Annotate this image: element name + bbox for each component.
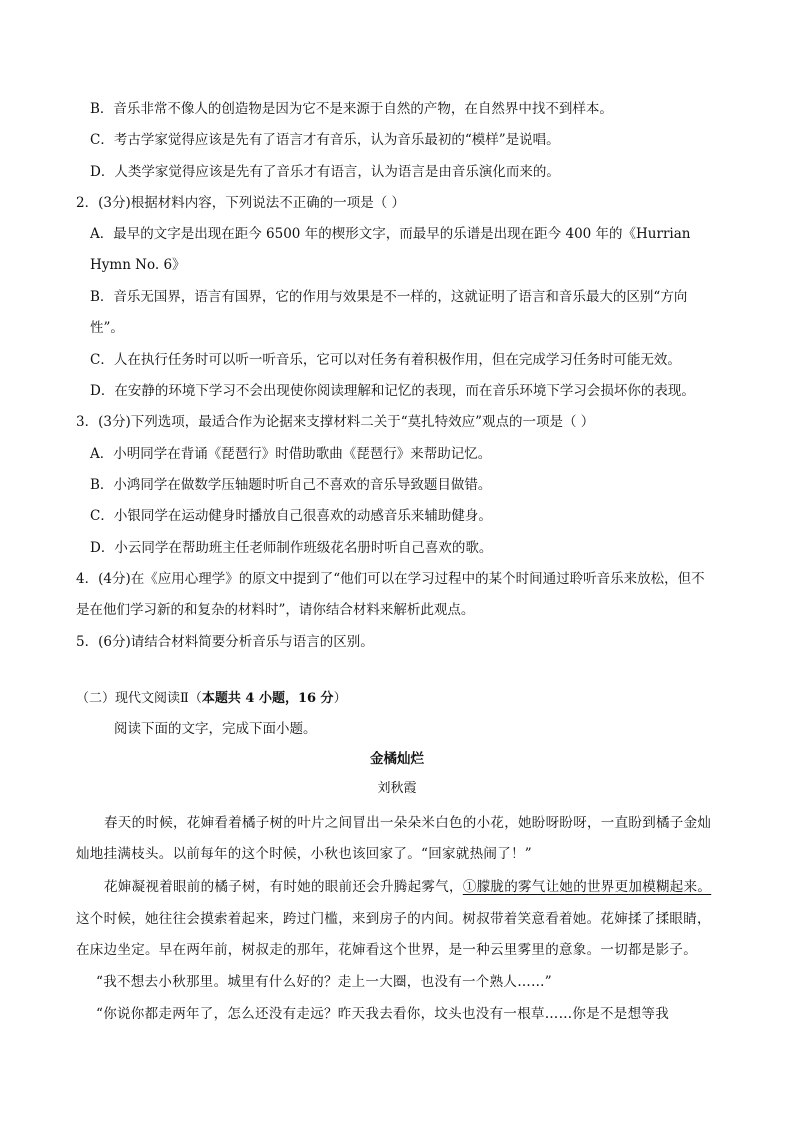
section2-heading-suffix: ） [333,691,347,706]
q2-option-c: C．人在执行任务时可以听一听音乐，它可以对任务有着积极作用，但在完成学习任务时可能无效。 [90,352,681,368]
story-paragraph-4-line-1: “你说你都走两年了，怎么还没有走远？昨天我去看你，坟头也没有一根草……你是不是想等我 [96,1006,669,1022]
q2-option-a: A．最早的文字是出现在距今 6500 年的楔形文字，而最早的乐谱是出现在距今 400 年的《Hurrian [90,226,691,242]
underlined-sentence-1: ①朦胧的雾气让她的世界更加模糊起来。 [462,879,712,895]
story-author: 刘秋霞 [377,781,417,796]
q4-stem: 4．(4分)在《应用心理学》的原文中提到了“他们可以在学习过程中的某个时间通过聆听音乐来放松，但不 [76,571,705,587]
q4-stem-continued: 是在他们学习新的和复杂的材料时”，请你结合材料来解析此观点。 [76,602,475,618]
story-paragraph-1-line-1: 春天的时候，花婶看着橘子树的叶片之间冒出一朵朵米白色的小花，她盼呀盼呀，一直盼到橘子金灿 [104,815,712,831]
story-paragraph-2-line-1 [104,878,711,896]
q3-option-b: B．小鸿同学在做数学压轴题时听自己不喜欢的音乐导致题目做错。 [90,477,492,493]
section2-heading-bold: 本题共 4 小题，16 分 [201,691,334,706]
q3-option-d: D．小云同学在帮助班主任老师制作班级花名册时听自己喜欢的歌。 [90,540,493,556]
q1-option-b: B．音乐非常不像人的创造物是因为它不是来源于自然的产物，在自然界中找不到样本。 [90,101,613,117]
q3-stem: 3．(3分)下列选项，最适合作为论据来支撑材料二关于“莫扎特效应”观点的一项是（ ） [76,414,595,430]
q2-option-d: D．在安静的环境下学习不会出现使你阅读理解和记忆的表现，而在音乐环境下学习会损坏你的表现。 [90,383,695,399]
story-paragraph-2-line-3: 在床边坐定。早在两年前，树叔走的那年，花婶看这个世界，是一种云里雾里的意象。一切都是影子。 [76,942,697,958]
section2-heading [76,690,347,708]
q5-stem: 5．(6分)请结合材料简要分析音乐与语言的区别。 [76,634,374,650]
story-paragraph-3: “我不想去小秋那里。城里有什么好的？走上一大圈，也没有一个熟人……” [96,974,553,990]
story-paragraph-2-line-2: 这个时候，她往往会摸索着起来，跨过门槛，来到房子的内间。树叔带着笑意看着她。花婶揉了揉眼睛， [76,911,711,927]
story-title: 金橘灿烂 [370,751,424,767]
story-paragraph-2-text: 花婶凝视着眼前的橘子树，有时她的眼前还会升腾起雾气， [104,879,463,895]
story-paragraph-1-line-2: 灿地挂满枝头。以前每年的这个时候，小秋也该回家了。“回家就热闹了！” [76,846,533,862]
q3-option-a: A．小明同学在背诵《琵琶行》时借助歌曲《琵琶行》来帮助记忆。 [90,446,492,462]
q1-option-c: C．考古学家觉得应该是先有了语言才有音乐，认为音乐最初的“模样”是说唱。 [90,132,560,148]
q2-stem: 2．(3分)根据材料内容，下列说法不正确的一项是（ ） [76,195,406,211]
section2-instruction: 阅读下面的文字，完成下面小题。 [114,721,317,737]
q2-option-b: B．音乐无国界，语言有国界，它的作用与效果是不一样的，这就证明了语言和音乐最大的区别“方向 [90,289,688,305]
section2-heading-prefix: （二）现代文阅读Ⅱ（ [76,691,202,706]
q3-option-c: C．小银同学在运动健身时播放自己很喜欢的动感音乐来辅助健身。 [90,508,492,524]
q2-option-b-continued: 性”。 [90,320,124,336]
q1-option-d: D．人类学家觉得应该是先有了音乐才有语言，认为语言是由音乐演化而来的。 [90,164,560,180]
q2-option-a-continued: Hymn No. 6》 [90,257,186,273]
